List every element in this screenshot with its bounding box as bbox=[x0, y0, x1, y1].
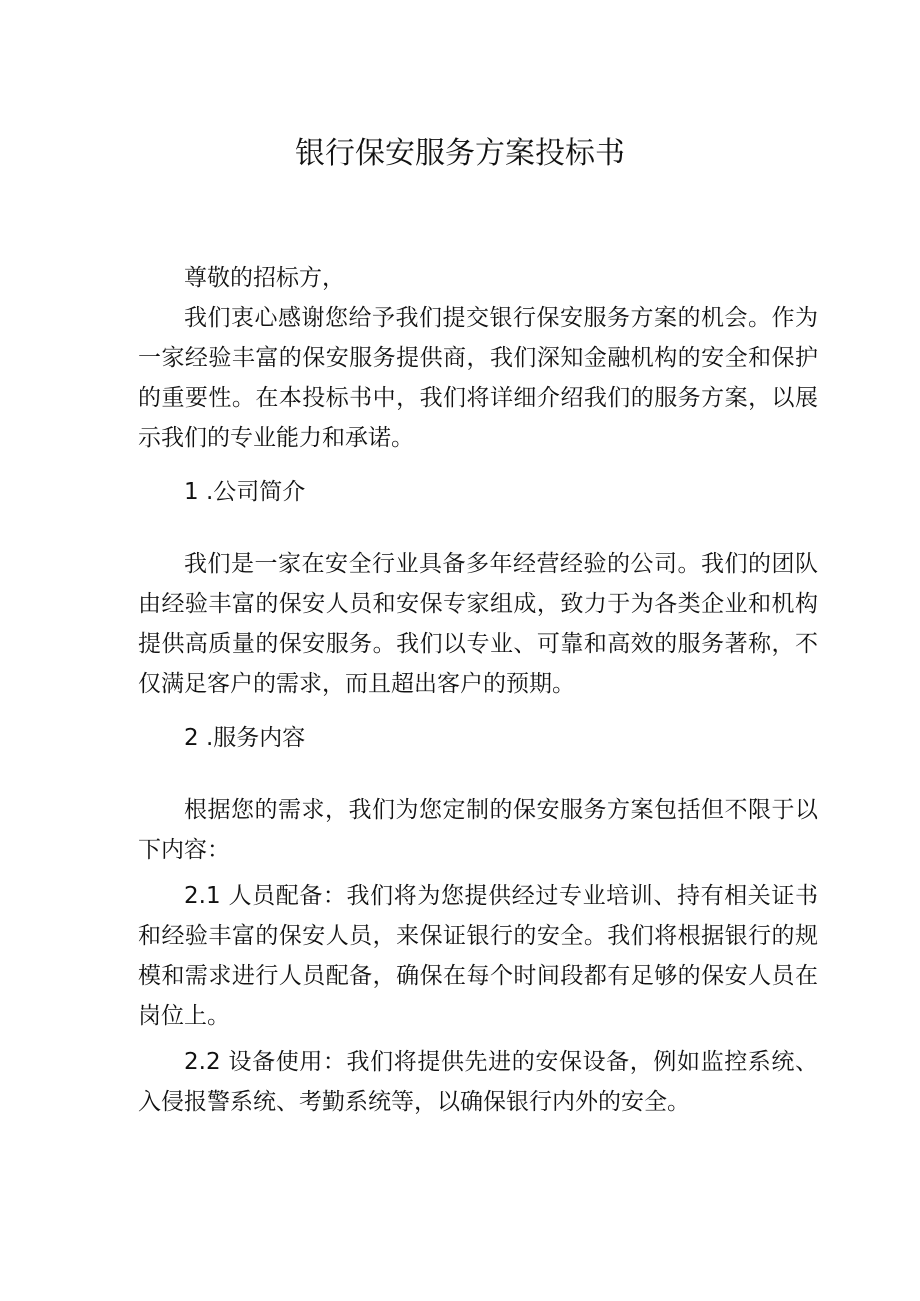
services-intro-paragraph: 根据您的需求，我们为您定制的保安服务方案包括但不限于以下内容： bbox=[138, 797, 818, 863]
section-heading-company bbox=[138, 472, 818, 512]
document-body bbox=[138, 258, 818, 1122]
item-text: 人员配备：我们将为您提供经过专业培训、持有相关证书和经验丰富的保安人员，来保证银行的安全。我们将根据银行的规模和需求进行人员配备，确保在每个时间段都有足够的保安人员在岗位上。 bbox=[138, 883, 819, 1029]
section-number: 2 bbox=[184, 725, 199, 751]
intro-paragraph: 我们衷心感谢您给予我们提交银行保安服务方案的机会。作为一家经验丰富的保安服务提供商，我们深知金融机构的安全和保护的重要性。在本投标书中，我们将详细介绍我们的服务方案，以展示我们的专业能力和承诺。 bbox=[138, 305, 818, 451]
item-number: 2.2 bbox=[184, 1049, 221, 1075]
section-number: 1 bbox=[184, 479, 199, 505]
service-item-staffing bbox=[138, 876, 818, 1036]
item-text: 设备使用：我们将提供先进的安保设备，例如监控系统、入侵报警系统、考勤系统等，以确保银行内外的安全。 bbox=[138, 1049, 819, 1115]
section-title: .服务内容 bbox=[205, 725, 306, 751]
section-heading-services bbox=[138, 718, 818, 758]
section-title: .公司简介 bbox=[205, 479, 306, 505]
service-item-equipment bbox=[138, 1042, 818, 1122]
item-number: 2.1 bbox=[184, 883, 221, 909]
document-title: 银行保安服务方案投标书 bbox=[295, 136, 625, 171]
company-paragraph: 我们是一家在安全行业具备多年经营经验的公司。我们的团队由经验丰富的保安人员和安保专家组成，致力于为各类企业和机构提供高质量的保安服务。我们以专业、可靠和高效的服务著称，不仅满足客户的需求，而且超出客户的预期。 bbox=[138, 551, 818, 697]
salutation: 尊敬的招标方， bbox=[184, 265, 345, 291]
